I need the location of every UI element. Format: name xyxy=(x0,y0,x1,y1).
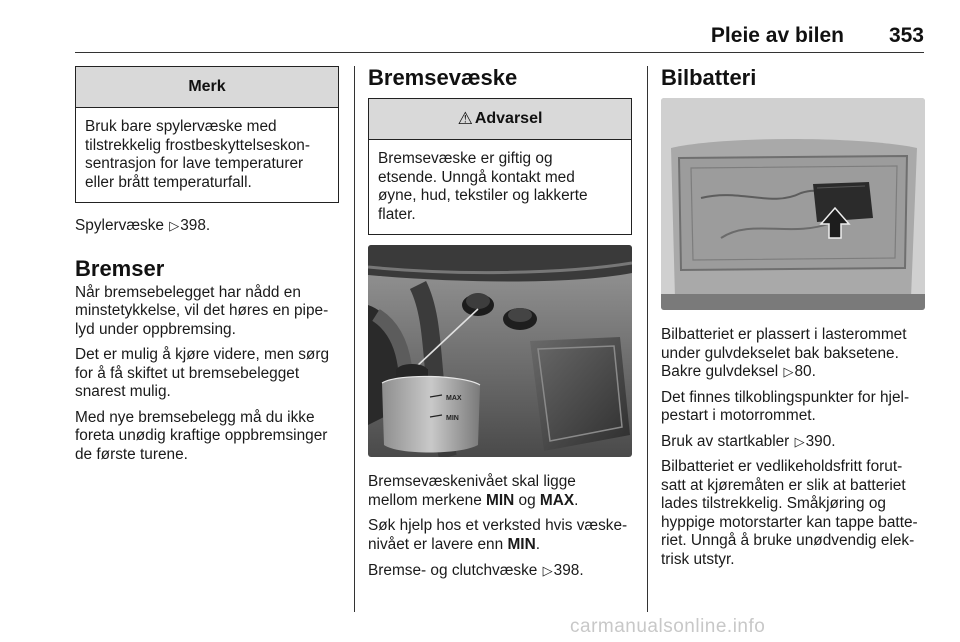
watermark: carmanualsonline.info xyxy=(570,616,766,637)
page-reference-icon: ▷ xyxy=(542,563,553,578)
note-line: sentrasjon for lave temperaturer xyxy=(85,155,304,172)
note-box xyxy=(75,66,339,203)
battery-paragraph-1: Bilbatteriet er plassert i lasterommet under gulvdekselet bak baksetene. Bakre gulvdeksel ▷80. xyxy=(661,326,925,382)
brake-fluid-paragraph-2: Søk hjelp hos et verksted hvis væske- nivået er lavere enn MIN. xyxy=(368,517,628,553)
note-line: tilstrekkelig frostbeskyttelseskon- xyxy=(85,136,310,154)
brake-fluid-heading: Bremsevæske xyxy=(368,65,518,90)
washer-fluid-reference[interactable]: Spylervæske ▷398. xyxy=(75,217,211,234)
column-divider-1 xyxy=(354,66,355,612)
brakes-paragraph-1: Når bremsebelegget har nådd en minstetykkelse, vil det høres en pipe- lyd under oppbremsing. xyxy=(75,283,329,338)
page-reference-icon: ▷ xyxy=(783,364,794,379)
page-header-title: Pleie av bilen xyxy=(710,24,844,47)
max-level-label: MAX xyxy=(446,395,462,402)
battery-paragraph-2: Det finnes tilkoblingspunkter for hjel- pestart i motorrommet. xyxy=(661,388,910,424)
battery-paragraph-4: Bilbatteriet er vedlikeholdsfritt forut- satt at kjøremåten er slik at batteriet lades tilstrekkelig. Småkjøring og hyppige motorstarter kan tappe batte- riet. Unngå å bruke unødvendig elek- trisk utstyr. xyxy=(661,458,918,568)
brake-fluid-reservoir-photo xyxy=(368,245,632,457)
page-reference-icon: ▷ xyxy=(169,218,180,233)
warning-box xyxy=(368,98,632,235)
column-divider-2 xyxy=(647,66,648,612)
cargo-area-illustration xyxy=(661,98,925,310)
brake-clutch-fluid-reference[interactable]: Bremse- og clutchvæske ▷398. xyxy=(368,562,584,579)
page-reference-icon: ▷ xyxy=(794,433,805,449)
brakes-paragraph-2: Det er mulig å kjøre videre, men sørg for å få skiftet ut bremsebelegget snarest mulig. xyxy=(75,346,330,400)
note-line: Bruk bare spylervæske med xyxy=(85,118,277,135)
cargo-area-battery-photo xyxy=(661,98,925,310)
battery-heading: Bilbatteri xyxy=(661,65,757,90)
column-middle xyxy=(368,66,632,581)
header-rule xyxy=(75,52,924,53)
engine-bay-illustration xyxy=(368,245,632,457)
brake-fluid-paragraph-1: Bremsevæskenivået skal ligge mellom merkene MIN og MAX. xyxy=(368,473,579,509)
brakes-heading: Bremser xyxy=(75,255,165,281)
column-right xyxy=(661,66,925,569)
column-left xyxy=(75,66,339,464)
note-line: eller brått temperaturfall. xyxy=(85,173,252,191)
note-box-heading: Merk xyxy=(76,67,338,108)
note-box-body xyxy=(76,108,338,202)
brakes-paragraph-3: Med nye bremsebelegg må du ikke foreta unødig kraftige oppbremsinger de første turene. xyxy=(75,408,328,463)
rear-floor-cover-reference[interactable]: Bakre gulvdeksel ▷80. xyxy=(661,363,816,380)
min-level-label: MIN xyxy=(446,415,459,422)
jump-start-reference[interactable]: Bruk av startkabler ▷390. xyxy=(661,432,836,450)
warning-box-heading: ⚠ Advarsel xyxy=(369,99,631,140)
warning-triangle-icon: ⚠ xyxy=(457,109,473,128)
warning-box-body: Bremsevæske er giftig og etsende. Unngå kontakt med øyne, hud, tekstiler og lakkerte flater. xyxy=(378,150,588,223)
page-number: 353 xyxy=(888,24,924,47)
